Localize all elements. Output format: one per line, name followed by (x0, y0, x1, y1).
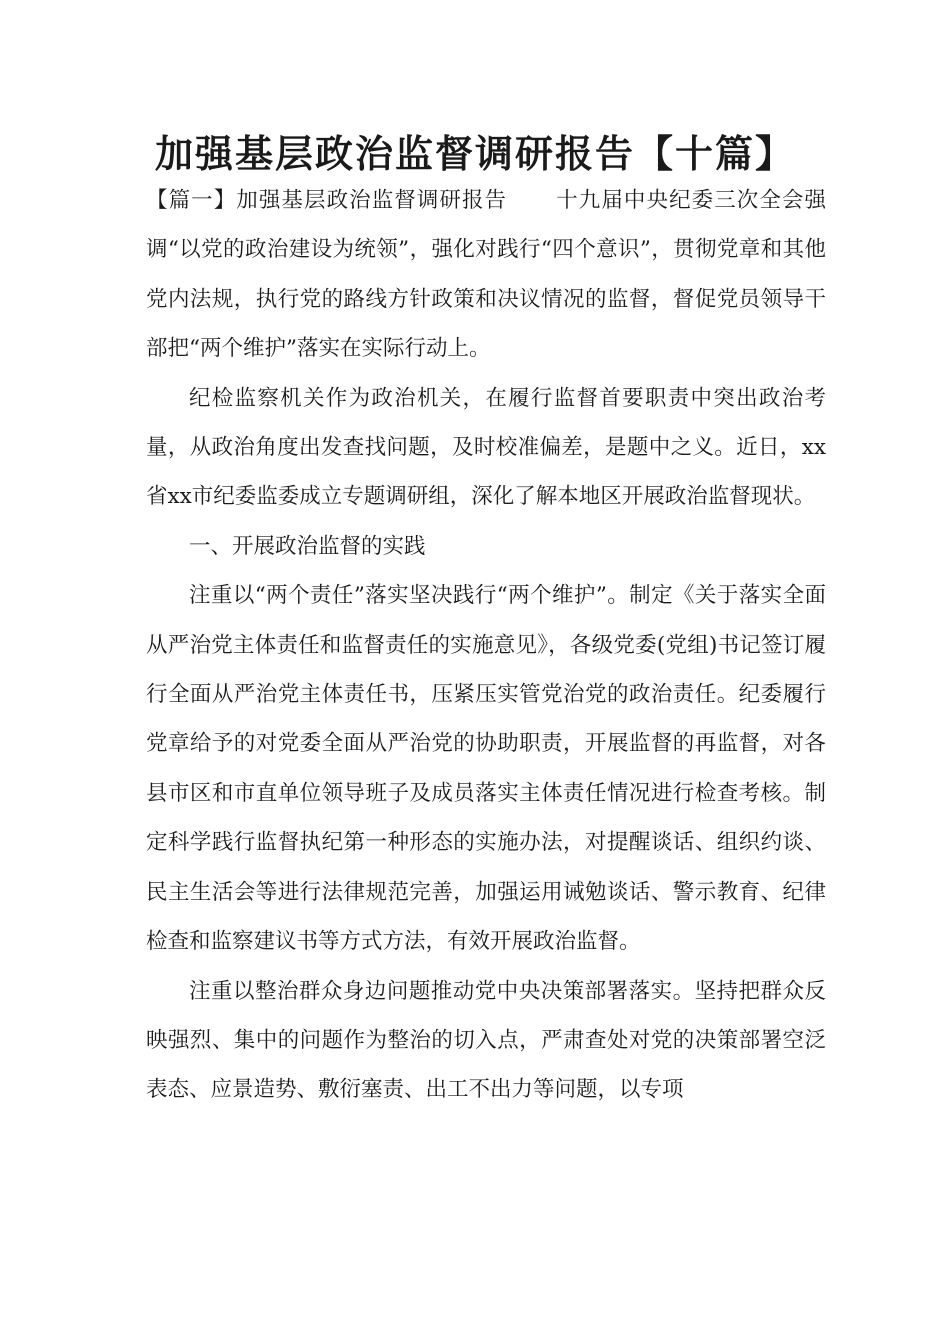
paragraph-2: 纪检监察机关作为政治机关，在履行监督首要职责中突出政治考量，从政治角度出发查找问题，及时校准偏差，是题中之义。近日，xx省xx市纪委监委成立专题调研组，深化了解本地区开展政治监督现状。 (146, 385, 826, 510)
paragraph-1 (146, 176, 826, 374)
document-title: 加强基层政治监督调研报告【十篇】 (154, 132, 795, 176)
document-body (146, 176, 826, 1115)
section-heading: 【篇一】加强基层政治监督调研报告 (146, 188, 508, 213)
paragraph-4: 注重以整治群众身边问题推动党中央决策部署落实。坚持把群众反映强烈、集中的问题作为整治的切入点，严肃查处对党的决策部署空泛表态、应景造势、敷衍塞责、出工不出力等问题，以专项 (146, 978, 826, 1103)
paragraph-3: 注重以“两个责任”落实坚决践行“两个维护”。制定《关于落实全面从严治党主体责任和监督责任的实施意见》，各级党委(党组)书记签订履行全面从严治党主体责任书，压紧压实管党治党的政治责任。纪委履行党章给予的对党委全面从严治党的协助职责，开展监督的再监督，对各县市区和市直单位领导班子及成员落实主体责任情况进行检查考核。制定科学践行监督执纪第一种形态的实施办法，对提醒谈话、组织约谈、民主生活会等进行法律规范完善，加强运用诫勉谈话、警示教育、纪律检查和监察建议书等方式方法，有效开展政治监督。 (146, 583, 826, 955)
paragraph-text: 十九届中央纪委三次全会强调“以党的政治建设为统领”，强化对践行“四个意识”，贯彻党章和其他党内法规，执行党的路线方针政策和决议情况的监督，督促党员领导干部把“两个维护”落实在实际行动上。 (146, 188, 826, 362)
subheading-1: 一、开展政治监督的实践 (189, 533, 426, 559)
